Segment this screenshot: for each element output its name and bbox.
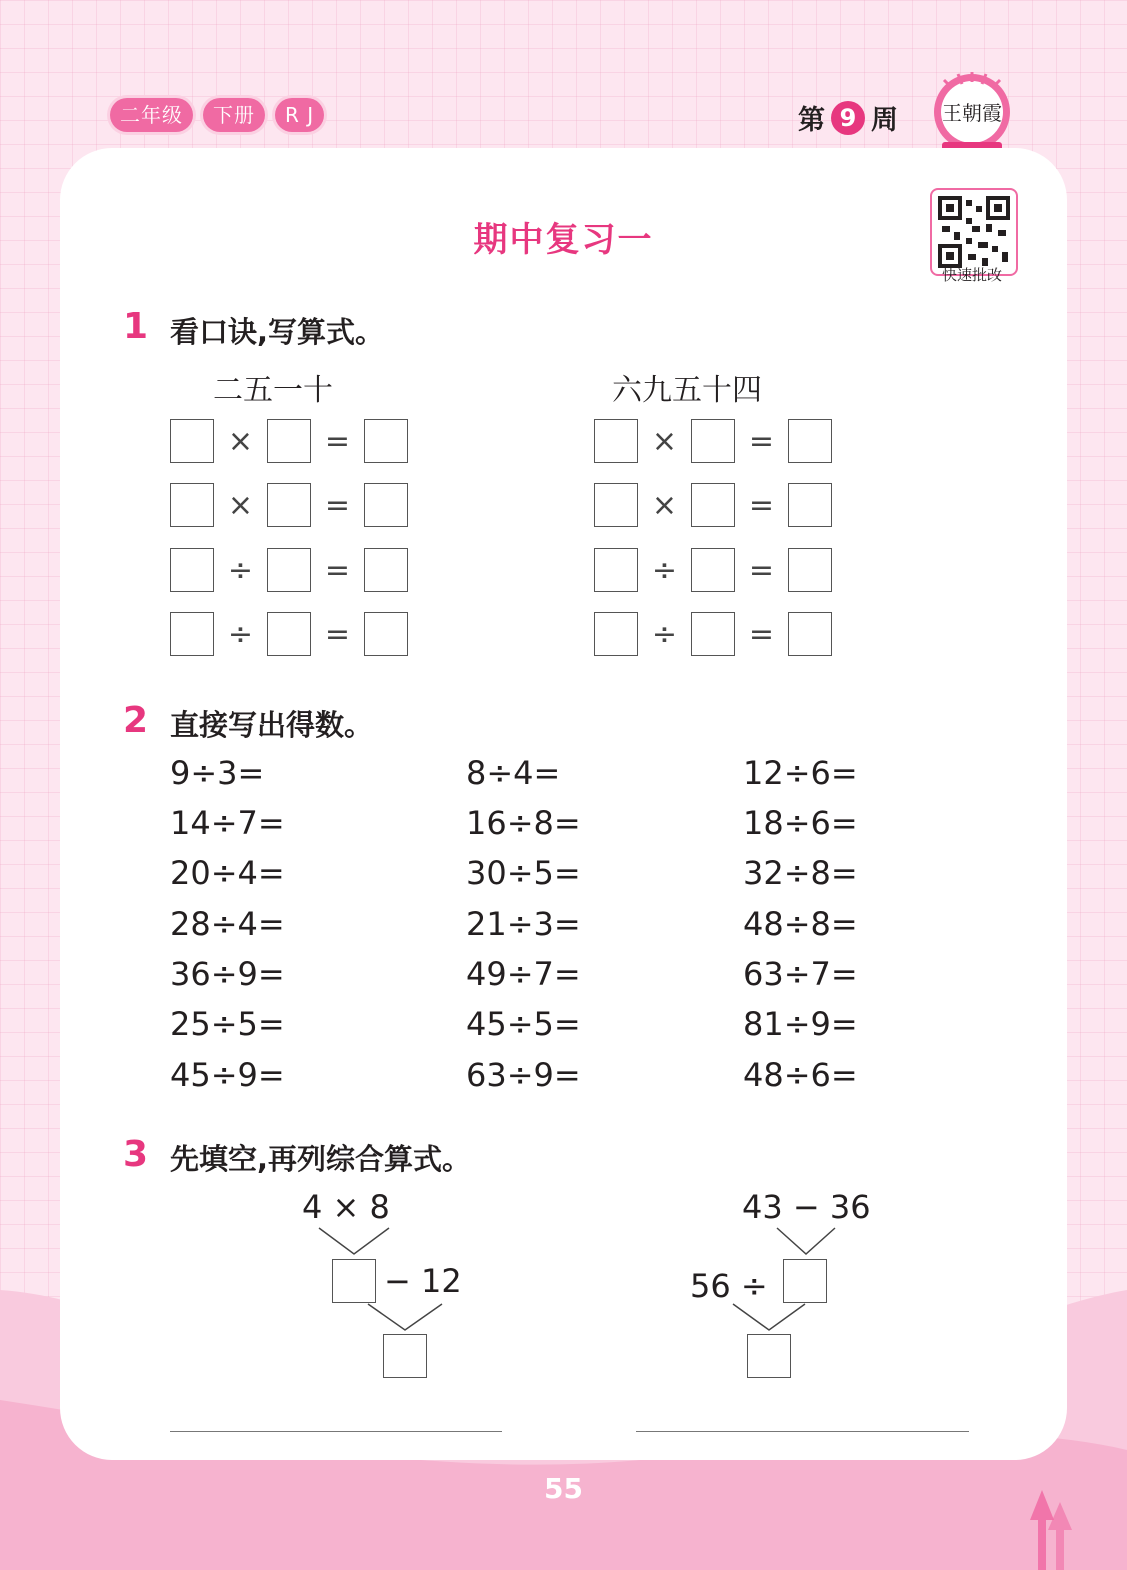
calc-item[interactable]: 14÷7=	[170, 804, 285, 842]
calc-item[interactable]: 63÷7=	[743, 955, 858, 993]
answer-box[interactable]	[691, 612, 735, 656]
week-suffix: 周	[871, 105, 898, 136]
right-equation-4	[594, 611, 832, 657]
left-tree-middle-expression: − 12	[384, 1262, 462, 1300]
answer-box[interactable]	[364, 419, 408, 463]
calc-item[interactable]: 36÷9=	[170, 955, 285, 993]
answer-box[interactable]	[788, 612, 832, 656]
equals-sign: =	[324, 487, 351, 523]
edition-badge: R J	[275, 98, 324, 132]
volume-badge: 下册	[203, 98, 265, 132]
calc-item[interactable]: 28÷4=	[170, 905, 285, 943]
right-tree-middle-box[interactable]	[783, 1259, 827, 1303]
calc-item[interactable]: 32÷8=	[743, 854, 858, 892]
answer-box[interactable]	[170, 483, 214, 527]
calc-item[interactable]: 20÷4=	[170, 854, 285, 892]
answer-box[interactable]	[594, 548, 638, 592]
equals-sign: =	[324, 423, 351, 459]
left-tree-middle-box[interactable]	[332, 1259, 376, 1303]
right-equation-1	[594, 418, 832, 464]
calc-item[interactable]: 45÷5=	[466, 1005, 581, 1043]
page-title: 期中复习一	[473, 220, 654, 260]
page-number: 55	[544, 1472, 583, 1505]
right-equation-3	[594, 547, 832, 593]
answer-box[interactable]	[594, 419, 638, 463]
answer-box[interactable]	[691, 548, 735, 592]
answer-box[interactable]	[594, 612, 638, 656]
right-tree-middle-expression: 56 ÷	[690, 1267, 768, 1305]
answer-box[interactable]	[267, 548, 311, 592]
left-tree-result-box[interactable]	[383, 1334, 427, 1378]
calc-item[interactable]: 8÷4=	[466, 754, 561, 792]
operator: ×	[227, 423, 254, 459]
answer-box[interactable]	[364, 548, 408, 592]
qr-code-icon[interactable]	[930, 188, 1018, 276]
week-prefix: 第	[798, 105, 825, 136]
equals-sign: =	[748, 616, 775, 652]
calc-item[interactable]: 48÷6=	[743, 1056, 858, 1094]
grade-badges	[110, 98, 324, 132]
answer-box[interactable]	[691, 483, 735, 527]
answer-box[interactable]	[788, 483, 832, 527]
operator: ×	[651, 487, 678, 523]
brand-logo-icon	[930, 68, 1014, 160]
calc-item[interactable]: 45÷9=	[170, 1056, 285, 1094]
answer-box[interactable]	[267, 612, 311, 656]
left-tree-top-expression: 4 × 8	[302, 1188, 390, 1226]
right-tree-top-expression: 43 − 36	[742, 1188, 871, 1226]
right-answer-line[interactable]	[636, 1431, 969, 1432]
right-tree-result-box[interactable]	[747, 1334, 791, 1378]
equals-sign: =	[748, 423, 775, 459]
qr-label: 快速批改	[941, 266, 1002, 284]
calc-item[interactable]: 16÷8=	[466, 804, 581, 842]
calc-item[interactable]: 12÷6=	[743, 754, 858, 792]
question-2-number: 2	[123, 700, 149, 741]
equals-sign: =	[324, 616, 351, 652]
calc-item[interactable]: 81÷9=	[743, 1005, 858, 1043]
operator: ÷	[651, 616, 678, 652]
operator: ×	[651, 423, 678, 459]
equals-sign: =	[748, 552, 775, 588]
left-rhyme: 二五一十	[213, 373, 333, 408]
calc-item[interactable]: 49÷7=	[466, 955, 581, 993]
question-1-text: 看口诀,写算式。	[170, 315, 385, 349]
calc-item[interactable]: 30÷5=	[466, 854, 581, 892]
operator: ÷	[227, 616, 254, 652]
calc-item[interactable]: 21÷3=	[466, 905, 581, 943]
answer-box[interactable]	[788, 548, 832, 592]
left-equation-2	[170, 482, 408, 528]
operator: ÷	[227, 552, 254, 588]
left-equation-1	[170, 418, 408, 464]
week-label	[798, 98, 898, 137]
answer-box[interactable]	[170, 419, 214, 463]
calc-item[interactable]: 48÷8=	[743, 905, 858, 943]
answer-box[interactable]	[364, 612, 408, 656]
question-3-number: 3	[123, 1134, 149, 1175]
question-1-number: 1	[123, 306, 149, 347]
left-equation-3	[170, 547, 408, 593]
arrow-decoration-icon	[1028, 1490, 1078, 1570]
week-number: 9	[831, 101, 865, 135]
equals-sign: =	[748, 487, 775, 523]
calc-item[interactable]: 18÷6=	[743, 804, 858, 842]
answer-box[interactable]	[267, 483, 311, 527]
left-answer-line[interactable]	[170, 1431, 502, 1432]
equals-sign: =	[324, 552, 351, 588]
answer-box[interactable]	[364, 483, 408, 527]
operator: ÷	[651, 552, 678, 588]
grade-badge: 二年级	[110, 98, 193, 132]
answer-box[interactable]	[691, 419, 735, 463]
answer-box[interactable]	[267, 419, 311, 463]
calc-item[interactable]: 63÷9=	[466, 1056, 581, 1094]
logo-text: 王朝霞	[942, 101, 1002, 125]
question-2-text: 直接写出得数。	[170, 708, 374, 742]
left-equation-4	[170, 611, 408, 657]
calc-item[interactable]: 9÷3=	[170, 754, 265, 792]
operator: ×	[227, 487, 254, 523]
right-equation-2	[594, 482, 832, 528]
question-3-text: 先填空,再列综合算式。	[170, 1142, 472, 1176]
answer-box[interactable]	[594, 483, 638, 527]
answer-box[interactable]	[788, 419, 832, 463]
right-rhyme: 六九五十四	[612, 373, 762, 408]
answer-box[interactable]	[170, 548, 214, 592]
answer-box[interactable]	[170, 612, 214, 656]
calc-item[interactable]: 25÷5=	[170, 1005, 285, 1043]
